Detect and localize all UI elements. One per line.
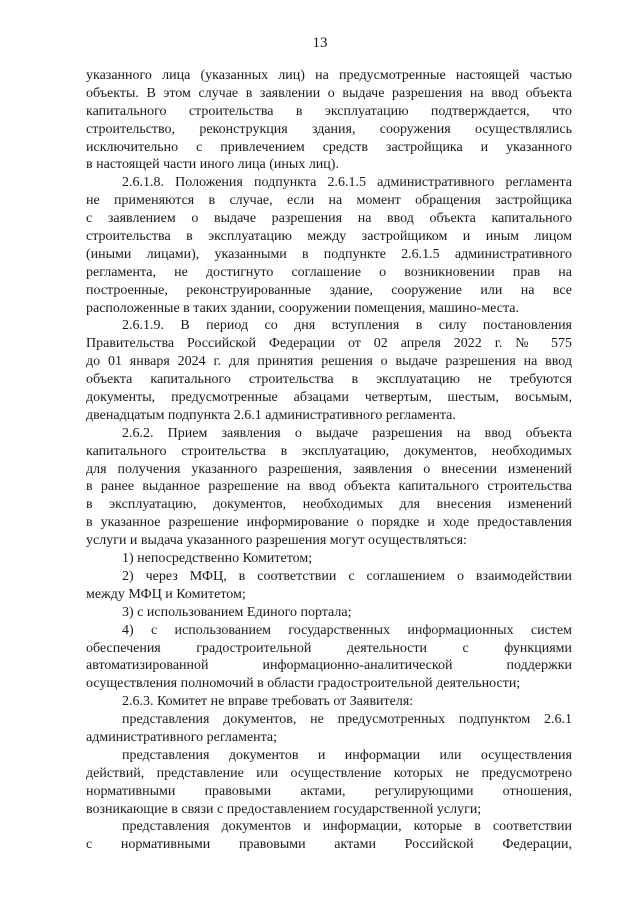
text-line: (иными лицами), указанными в подпункте 2.6.1.5 административного [86, 246, 572, 262]
text-line: 1) непосредственно Комитетом; [122, 551, 313, 567]
text-line: с заявлением о выдаче разрешения на ввод объекта капитального [86, 211, 572, 227]
text-line: документы, предусмотренные абзацами четвертым, шестым, восьмым, [86, 390, 572, 406]
text-line: 2.6.3. Комитет не вправе требовать от Заявителя: [122, 694, 414, 710]
text-line: услуги и выдача указанного разрешения могут осуществляться: [86, 533, 467, 549]
text-line: 3) с использованием Единого портала; [122, 604, 352, 620]
text-line: между МФЦ и Комитетом; [86, 586, 246, 602]
text-line: указанного лица (указанных лиц) на предусмотренные настоящей частью [86, 68, 572, 83]
text-line: для получения указанного разрешения, заявления о внесении изменений [86, 461, 572, 477]
text-line: расположенные в таких здании, сооружении помещения, машино-места. [86, 300, 519, 316]
text-line: представления документов и информации или осуществления [122, 747, 572, 763]
text-line: нормативными правовыми актами, регулирующими отношения, [86, 783, 572, 799]
text-line: двенадцатым подпункта 2.6.1 административного регламента. [86, 407, 456, 423]
text-line: с нормативными правовыми актами Российской Федерации, [86, 837, 572, 853]
text-line: 4) с использованием государственных информационных систем [122, 622, 572, 638]
document-body [86, 67, 572, 854]
text-line: исключительно с привлечением средств застройщика и указанного [86, 139, 572, 155]
text-line: не применяются в случае, если на момент обращения застройщика [86, 193, 572, 209]
text-line: административного регламента; [86, 729, 278, 745]
text-line: обеспечения градостроительной деятельности с функциями [86, 640, 572, 656]
text-line: 2.6.1.9. В период со дня вступления в силу постановления [122, 318, 572, 334]
text-line: осуществления полномочий в области градостроительной деятельности; [86, 676, 521, 692]
text-line: автоматизированной информационно-аналитической поддержки [86, 658, 572, 674]
text-line: действий, представление или осуществление которых не предусмотрено [86, 765, 572, 781]
text-line: регламента, не достигнуто соглашение о возникновении прав на [86, 264, 572, 280]
text-line: объекта капитального строительства в эксплуатацию не требуются [86, 372, 572, 388]
text-line: представления документов, не предусмотренных подпунктом 2.6.1 [122, 712, 572, 728]
text-line: до 01 января 2024 г. для принятия решения о выдаче разрешения на ввод [86, 354, 572, 370]
text-line: возникающие в связи с предоставлением государственной услуги; [86, 801, 482, 817]
text-line: строительство, реконструкция здания, сооружения осуществлялись [86, 121, 572, 137]
text-line: представления документов и информации, которые в соответствии [122, 819, 572, 835]
text-line: 2) через МФЦ, в соответствии с соглашением о взаимодействии [122, 568, 572, 584]
text-line: капитального строительства в эксплуатацию, документов, необходимых [86, 443, 572, 459]
text-line: в настоящей части иного лица (иных лиц). [86, 157, 339, 173]
text-line: Правительства Российской Федерации от 02 апреля 2022 г. № 575 [86, 336, 572, 352]
text-line: строительства в эксплуатацию между застройщиком и иным лицом [86, 229, 572, 245]
text-line: объекты. В этом случае в заявлении о выдаче разрешения на ввод объекта [86, 85, 572, 101]
text-line: 2.6.1.8. Положения подпункта 2.6.1.5 административного регламента [122, 175, 572, 191]
text-line: в ранее выданное разрешение на ввод объекта капитального строительства [86, 479, 572, 495]
text-line: 2.6.2. Прием заявления о выдаче разрешения на ввод объекта [122, 425, 572, 441]
text-line: в эксплуатацию, документов, необходимых для внесения изменений [86, 497, 572, 513]
text-line: капитального строительства в эксплуатацию подтверждается, что [86, 103, 572, 119]
page-number: 13 [312, 35, 328, 51]
text-line: в указанное разрешение информирование о порядке и ходе предоставления [86, 515, 572, 531]
text-line: построенные, реконструированные здание, сооружение или на все [86, 282, 572, 298]
